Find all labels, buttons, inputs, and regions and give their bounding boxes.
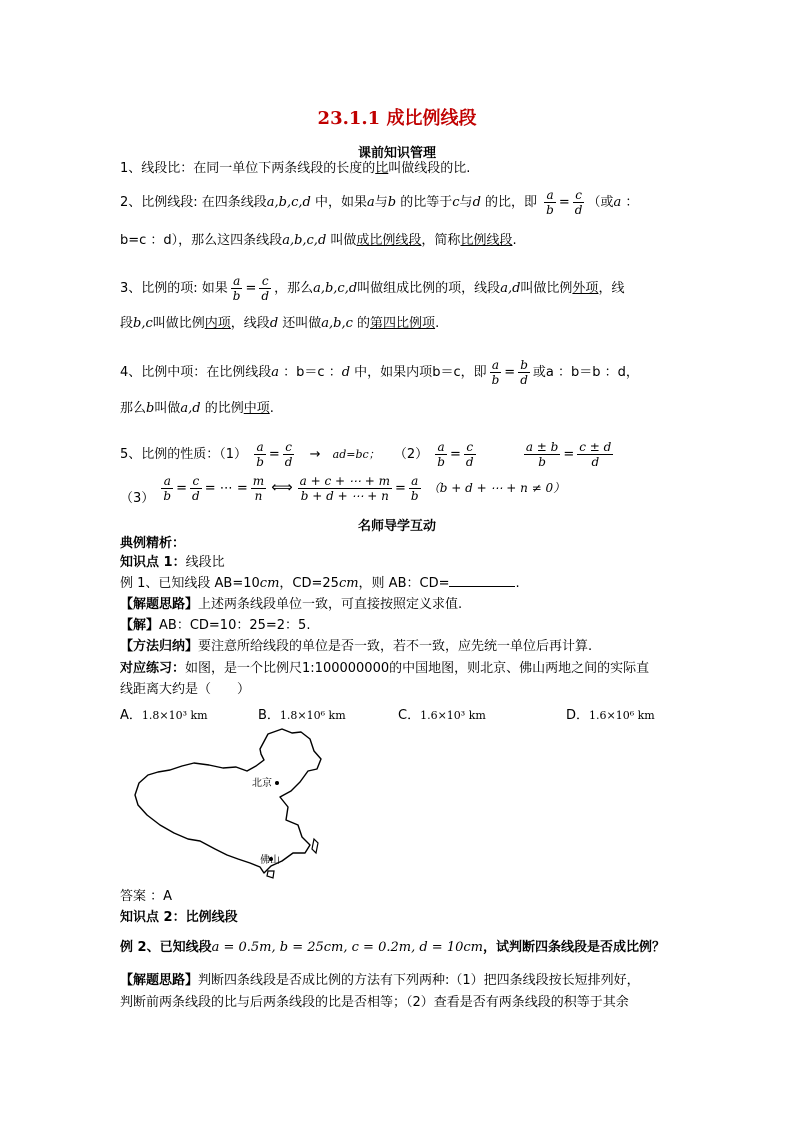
option-key: A． (120, 708, 142, 723)
idea-1 (120, 596, 462, 614)
math-var: d (472, 195, 481, 210)
numerator: c (573, 188, 585, 203)
text: 2、比例线段: 在四条线段 (120, 195, 267, 210)
numerator: c ± d (579, 440, 612, 454)
label: 【解】 (120, 618, 160, 633)
denominator: d (465, 455, 474, 469)
equals: = (268, 447, 280, 462)
fraction (231, 274, 243, 303)
text: ，即 (460, 365, 487, 380)
beijing-marker (275, 781, 279, 785)
item-5-line-2 (120, 474, 566, 506)
denominator: b (232, 289, 241, 303)
text: 叫做 (326, 233, 357, 248)
text: ，线 (598, 281, 625, 296)
math-vars: b,c (133, 316, 153, 331)
text: 中，如果内项 (350, 365, 433, 380)
label: 【解题思路】 (120, 597, 199, 612)
math-expr: （b + d + ⋯ + n ≠ 0） (427, 481, 566, 495)
text: 叫做比例 (152, 316, 205, 331)
numerator: c (283, 440, 295, 455)
fraction (259, 274, 271, 303)
arrow-icon: → (309, 447, 321, 462)
fraction (577, 440, 613, 469)
fraction (161, 474, 173, 503)
text: 还叫做 (278, 316, 322, 331)
option-a (120, 704, 208, 723)
fraction (283, 440, 295, 469)
text: ，试判断四条线段是否成比例？ (482, 940, 665, 955)
knowledge-point-1 (120, 554, 225, 572)
item-4-line-2 (120, 400, 274, 418)
fraction (573, 188, 585, 217)
numerator: a (490, 358, 502, 373)
option-c (398, 704, 486, 723)
solution-1 (120, 617, 310, 635)
method-1 (120, 638, 592, 656)
text: 叫做比例 (520, 281, 573, 296)
numerator: c (259, 274, 271, 289)
denominator: d (520, 373, 528, 387)
fraction (254, 440, 266, 469)
numerator: a (409, 474, 421, 489)
denominator: d (591, 455, 600, 469)
china-outline (135, 729, 321, 873)
item-4-line-1 (120, 358, 639, 387)
example-1 (120, 575, 520, 593)
text: 例 1、已知线段 AB=10 (120, 576, 260, 591)
math-vars: a,b,c (321, 316, 353, 331)
fraction (544, 188, 556, 217)
item-1-underline: 比 (375, 161, 389, 176)
equals: = (176, 481, 188, 496)
item-1-post: 叫做线段的比. (388, 161, 471, 176)
item-1 (120, 160, 470, 178)
kp-label: 知识点 2： (120, 910, 186, 925)
option-key: B． (258, 708, 280, 723)
math-vars: a,d (500, 281, 521, 296)
text: 例 2、已知线段 (120, 940, 212, 955)
text: 或 (532, 365, 546, 380)
idea-2-line-1 (120, 972, 640, 990)
item-2-line-1: 2、比例线段: 在四条线段a,b,c,d 中，如果a与b 的比等于c与d 的比，即 $\frac{a}{b}$ = $\frac{c}{d}$ （或a ： (120, 188, 639, 217)
math-vars: a,b,c,d (313, 281, 358, 296)
typical-heading: 典例精析： (120, 536, 186, 551)
math-var: a (613, 195, 622, 210)
knowledge-point-2 (120, 909, 238, 927)
text: 段 (120, 316, 134, 331)
equals: = (558, 195, 570, 210)
fraction (298, 474, 392, 503)
kp-label: 知识点 1： (120, 555, 186, 570)
iff-icon: ⟺ (271, 478, 293, 496)
denominator: b (546, 203, 554, 217)
answer: 答案 ：A (120, 889, 173, 904)
term-underlined: 外项 (572, 281, 599, 296)
text: ，那么 (274, 281, 314, 296)
item-3-line-1 (120, 274, 624, 303)
label: 【解题思路】 (120, 973, 199, 988)
practice-line-2: 线距离大约是（ ） (120, 682, 251, 697)
idea-2-line-2: 判断前两条线段的比与后两条线段的比是否相等；（2）查看是否有两条线段的积等于其余 (120, 995, 629, 1010)
denominator: d (284, 455, 293, 469)
math-vars: a,d (180, 401, 201, 416)
text: b=c ：d），那么这四条线段 (120, 233, 283, 248)
numerator: c (190, 474, 202, 489)
unit: cm (259, 576, 280, 591)
option-d (566, 704, 655, 723)
denominator: b (538, 455, 546, 469)
fraction (518, 358, 530, 387)
numerator: a (161, 474, 173, 489)
term-underlined: 内项 (204, 316, 231, 331)
section-title-preclass: 课前知识管理 (357, 146, 436, 161)
term-underlined: 成比例线段 (356, 233, 422, 248)
math-expr: ad=bc； (332, 448, 380, 461)
math-vars: a,b,c,d (266, 195, 311, 210)
text: ，简称 (421, 233, 461, 248)
option-value: 1.8×10⁶ km (279, 709, 346, 722)
numerator: c (464, 440, 476, 455)
math-var: d (269, 316, 279, 331)
fraction (190, 474, 202, 503)
math-var: b (146, 401, 155, 416)
item-3-line-2 (120, 315, 439, 333)
denominator: d (192, 489, 200, 503)
text: 的比等于 (396, 195, 453, 210)
text: . (512, 233, 517, 248)
kp-text: 线段比 (185, 555, 225, 570)
equals: = (245, 281, 257, 296)
fraction (464, 440, 476, 469)
numerator: a ± b (525, 440, 559, 454)
equals: = (394, 481, 406, 496)
term-underlined: 中项 (243, 401, 270, 416)
example-2 (120, 939, 665, 957)
option-key: D． (566, 708, 590, 723)
denominator: b (163, 489, 172, 503)
text: ，CD=25 (279, 576, 339, 591)
fraction (524, 440, 561, 469)
denominator: b (491, 373, 500, 387)
page-title: 23.1.1 成比例线段 (317, 108, 477, 129)
denominator: d (574, 203, 583, 217)
denominator: n (254, 489, 263, 503)
option-value: 1.8×10³ km (141, 709, 208, 722)
text: a ：b＝b ：d， (545, 365, 639, 380)
numerator: b (520, 358, 528, 372)
answer-blank (449, 586, 515, 587)
text: 如图，是一个比例尺1:100000000的中国地图，则北京、佛山两地之间的实际直 (185, 661, 650, 676)
text: 5、比例的性质：（1） (120, 447, 248, 462)
unit: cm (338, 576, 359, 591)
text: . (435, 316, 440, 331)
numerator: m (252, 474, 265, 488)
equals: = (449, 447, 461, 462)
option-value: 1.6×10³ km (420, 709, 486, 722)
numerator: a (231, 274, 243, 289)
text: ：b＝c ： (279, 365, 342, 380)
numerator: a (544, 188, 556, 203)
text: 3、比例的项: 如果 (120, 281, 228, 296)
math-var: c (452, 195, 460, 210)
text: 那么 (120, 401, 147, 416)
text: 判断四条线段是否成比例的方法有下列两种:（1）把四条线段按长短排列好， (198, 973, 640, 988)
text: 与 (374, 195, 388, 210)
taiwan-outline (312, 839, 318, 853)
item-2-line-2 (120, 232, 517, 250)
option-value: 1.6×10⁶ km (589, 709, 655, 722)
text: . (515, 576, 520, 591)
section-title-guided: 名师导学互动 (357, 519, 436, 534)
denominator: b (410, 489, 419, 503)
math-expr: = ⋯ = (204, 481, 248, 496)
option-key: C． (398, 708, 421, 723)
text: 与 (459, 195, 473, 210)
text: （3） (120, 491, 155, 506)
term-underlined: 比例线段 (460, 233, 513, 248)
equals: = (504, 365, 516, 380)
math-expr: a = 0.5m, b = 25cm, c = 0.2m, d = 10cm (211, 940, 483, 955)
denominator: b (256, 455, 264, 469)
text: （2） (393, 447, 429, 462)
text: 中，如果 (310, 195, 368, 210)
label: 【方法归纳】 (120, 639, 199, 654)
item-5-line-1 (120, 440, 616, 469)
text: 4、比例中项：在比例线段 (120, 365, 272, 380)
fraction (490, 358, 502, 387)
foshan-label: 佛山 (260, 855, 280, 866)
item-1-pre: 1、线段比：在同一单位下两条线段的长度的 (120, 161, 376, 176)
math-expr: b＝c (432, 365, 461, 380)
math-var: a (367, 195, 375, 210)
fraction (435, 440, 447, 469)
text: ，线段 (230, 316, 270, 331)
term-underlined: 第四比例项 (370, 316, 436, 331)
denominator: d (261, 289, 270, 303)
text: 要注意所给线段的单位是否一致，若不一致，应先统一单位后再计算. (198, 639, 593, 654)
numerator: a (435, 440, 447, 455)
denominator: b + d + ⋯ + n (300, 489, 389, 503)
math-var: d (341, 365, 351, 380)
practice-line-1 (120, 660, 649, 678)
denominator: b (437, 455, 445, 469)
text: （或 (587, 195, 614, 210)
text: . (269, 401, 274, 416)
option-b (258, 704, 346, 723)
text: ，则 AB：CD= (358, 576, 450, 591)
beijing-label: 北京 (252, 778, 272, 789)
math-var: b (387, 195, 397, 210)
math-vars: a,b,c,d (282, 233, 327, 248)
text: 上述两条线段单位一致，可直接按照定义求值. (198, 597, 463, 612)
label: 对应练习： (120, 661, 186, 676)
numerator: a + c + ⋯ + m (299, 474, 390, 488)
text: 的 (352, 316, 371, 331)
math-var: a (271, 365, 280, 380)
text: 叫做 (154, 401, 181, 416)
equals: = (563, 447, 575, 462)
text: AB：CD=10：25=2：5. (159, 618, 311, 633)
text: 叫做组成比例的项，线段 (357, 281, 501, 296)
fraction (251, 474, 266, 503)
kp-text: 比例线段 (185, 910, 238, 925)
text: 的比例 (200, 401, 244, 416)
text: 的比，即 (480, 195, 538, 210)
numerator: a (254, 440, 266, 455)
fraction (409, 474, 421, 503)
china-map (130, 725, 330, 880)
hainan-outline (267, 871, 274, 878)
